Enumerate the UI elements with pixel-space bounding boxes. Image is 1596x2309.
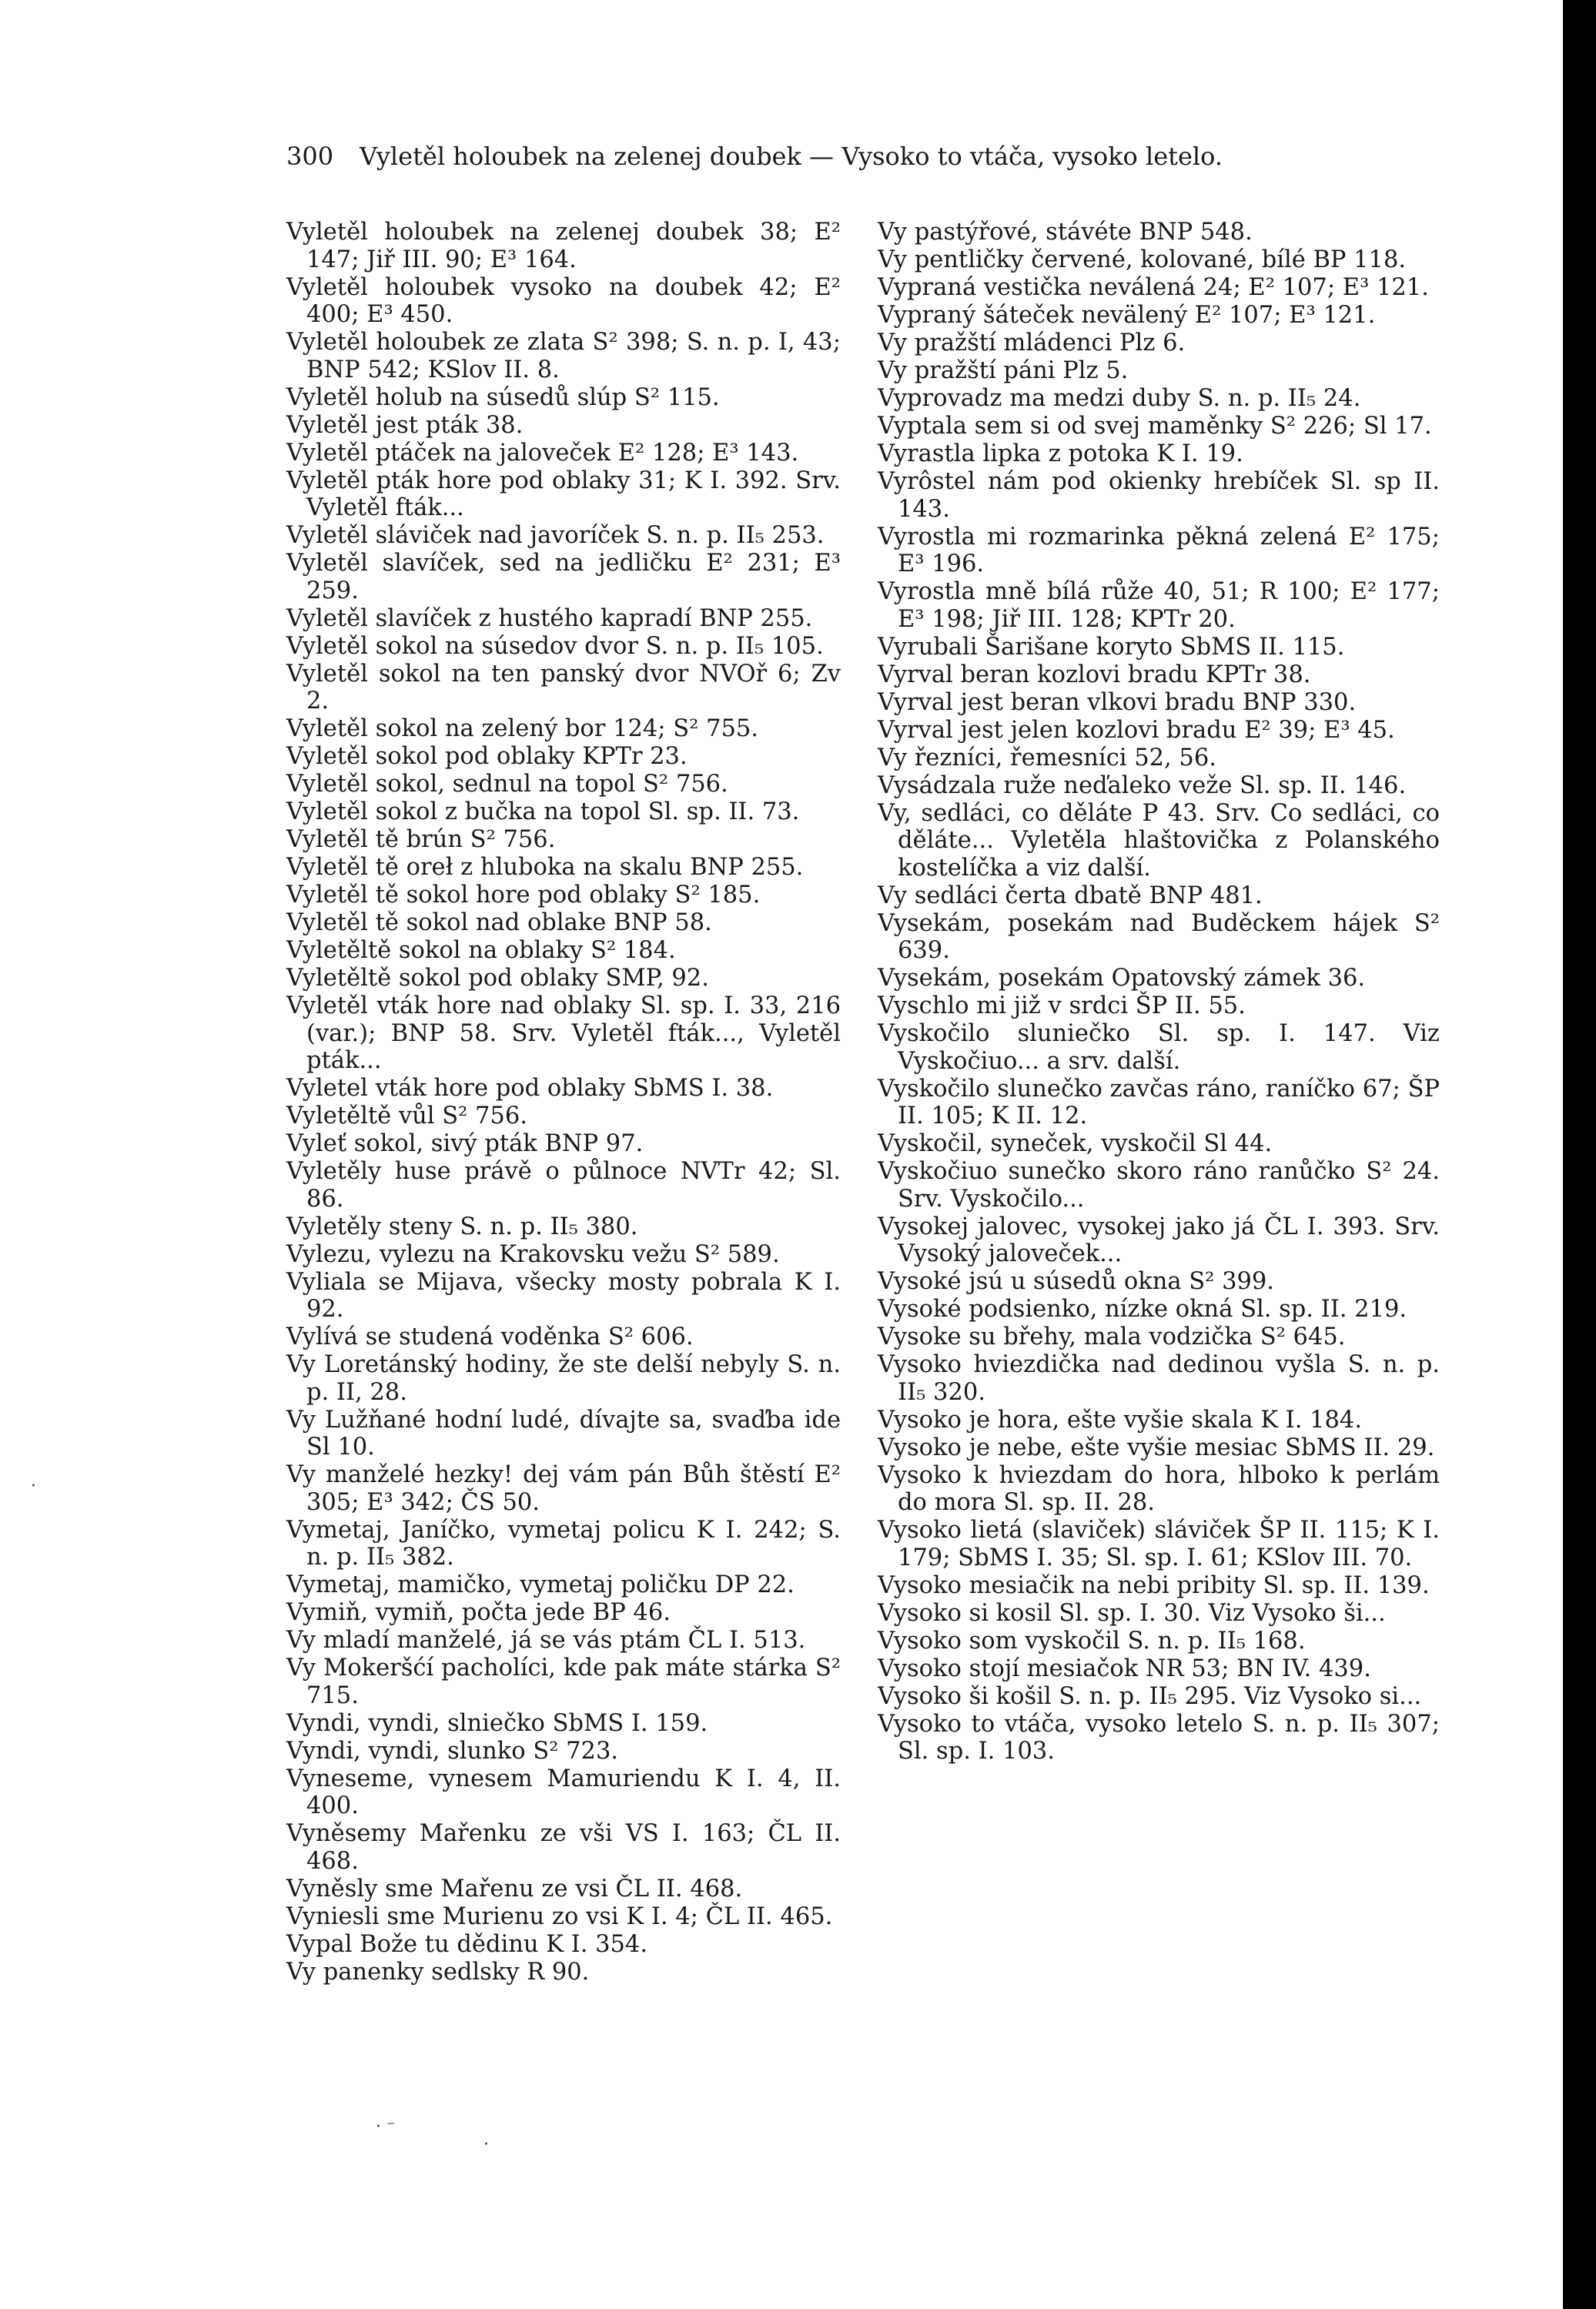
index-entry: Vyrubali Šarišane koryto SbMS II. 115. xyxy=(878,633,1345,661)
index-entry: Vysoké podsienko, nízke okná Sl. sp. II. 219. xyxy=(878,1296,1407,1323)
right-column xyxy=(878,219,1440,1765)
index-entry: Vyletěly huse právě o půlnoce NVTr 42; Sl. 86. xyxy=(286,1158,841,1213)
index-entry: Vy, sedláci, co děláte P 43. Srv. Co sedláci, co děláte... Vyletěla hlaštovička z Polanského kostelíčka a viz další. xyxy=(878,799,1440,882)
index-entry: Vy panenky sedlsky R 90. xyxy=(286,1958,590,1986)
index-entry: Vy pražští páni Plz 5. xyxy=(878,357,1129,384)
index-entry: Vymetaj, mamičko, vymetaj poličku DP 22. xyxy=(286,1571,795,1598)
index-entry: Vyletěl sokol na zelený bor 124; S² 755. xyxy=(286,715,758,742)
index-entry: Vysádzala ruže neďaleko veže Sl. sp. II. 146. xyxy=(878,771,1407,799)
index-entry: Vysoko stojí mesiačok NR 53; BN IV. 439. xyxy=(878,1655,1371,1682)
index-entry: Vyliala se Mijava, všecky mosty pobrala K I. 92. xyxy=(286,1268,841,1323)
index-entry: Vyletěl tě oreł z hluboka na skalu BNP 255. xyxy=(286,854,804,881)
index-entry: Vysoko som vyskočil S. n. p. II₅ 168. xyxy=(878,1627,1306,1655)
index-entry: Vyrval jest jelen kozlovi bradu E² 39; E³ 45. xyxy=(878,716,1395,744)
index-entry: Vypraný šáteček nevälený E² 107; E³ 121. xyxy=(878,302,1376,329)
index-entry: Vyprovadz ma medzi duby S. n. p. II₅ 24. xyxy=(878,385,1361,412)
index-entry: Vysekám, posekám nad Buděckem hájek S² 639. xyxy=(878,909,1440,964)
index-entry: Vyletěl tě sokol hore pod oblaky S² 185. xyxy=(286,882,761,909)
index-entry: Vysoko to vtáča, vysoko letelo S. n. p. II₅ 307; Sl. sp. I. 103. xyxy=(878,1710,1440,1765)
index-entry: Vyněsemy Mařenku ze vši VS I. 163; ČL II. 468. xyxy=(286,1820,841,1875)
index-entry: Vysoko k hviezdam do hora, hlboko k perlám do mora Sl. sp. II. 28. xyxy=(878,1461,1440,1516)
index-entry: Vyletěl jest pták 38. xyxy=(286,411,524,439)
index-entry: Vysoko ši košil S. n. p. II₅ 295. Viz Vysoko si... xyxy=(878,1682,1422,1710)
index-entry: Vyrval beran kozlovi bradu KPTr 38. xyxy=(878,661,1311,688)
index-entry: Vy Lužňané hodní ludé, dívajte sa, svaďba ide Sl 10. xyxy=(286,1406,841,1461)
stray-dot: · xyxy=(31,1477,36,1496)
running-title: Vyletěl holoubek na zelenej doubek — Vysoko to vtáča, vysoko letelo. xyxy=(360,142,1223,171)
index-entry: Vyletěltě sokol na oblaky S² 184. xyxy=(286,937,676,964)
index-entry: Vy pentličky červené, kolované, bílé BP 118. xyxy=(878,246,1407,273)
index-entry: Vyletěl sokol na súsedov dvor S. n. p. II₅ 105. xyxy=(286,632,824,660)
index-entry: Vyschlo mi již v srdci ŠP II. 55. xyxy=(878,992,1246,1019)
index-entry: Vyletěl sokol, sednul na topol S² 756. xyxy=(286,771,728,798)
index-entry: Vysokej jalovec, vysokej jako já ČL I. 393. Srv. Vysoký jaloveček... xyxy=(878,1213,1440,1267)
index-entry: Vysoko si kosil Sl. sp. I. 30. Viz Vysoko ši... xyxy=(878,1599,1386,1627)
index-entry: Vyletěl tě sokol nad oblake BNP 58. xyxy=(286,909,712,936)
running-header xyxy=(286,137,1364,176)
index-entry: Vyletěl holoubek na zelenej doubek 38; E² 147; Jiř III. 90; E³ 164. xyxy=(286,219,841,273)
index-entry: Vypal Bože tu dědinu K I. 354. xyxy=(286,1930,648,1958)
index-entry: Vysoko je nebe, ešte vyšie mesiac SbMS II. 29. xyxy=(878,1434,1435,1461)
index-entry: Vy Mokeršćí pacholíci, kde pak máte stárka S² 715. xyxy=(286,1655,841,1709)
index-entry: Vyndi, vyndi, slniečko SbMS I. 159. xyxy=(286,1709,708,1737)
index-entry: Vy manželé hezky! dej vám pán Bůh štěstí E² 305; E³ 342; ČS 50. xyxy=(286,1461,841,1516)
index-entry: Vysoko mesiačik na nebi pribity Sl. sp. II. 139. xyxy=(878,1571,1430,1599)
index-entry: Vy řezníci, řemesníci 52, 56. xyxy=(878,744,1216,771)
index-entry: Vyskočilo slunečko zavčas ráno, raníčko 67; ŠP II. 105; K II. 12. xyxy=(878,1075,1440,1129)
index-entry: Vyrval jest beran vlkovi bradu BNP 330. xyxy=(878,688,1357,716)
index-entry: Vyletěltě vůl S² 756. xyxy=(286,1103,527,1129)
index-entry: Vyrôstel nám pod okienky hrebíček Sl. sp II. 143. xyxy=(878,468,1440,523)
index-entry: Vyneseme, vynesem Mamuriendu K I. 4, II. 400. xyxy=(286,1765,841,1819)
index-entry: Vy pastýřové, stávéte BNP 548. xyxy=(878,219,1253,246)
index-entry: Vyrostla mi rozmarinka pěkná zelená E² 175; E³ 196. xyxy=(878,523,1440,577)
index-entry: Vyletěl holub na súsedů slúp S² 115. xyxy=(286,383,720,411)
index-entry: Vyletěl slavíček z hustého kapradí BNP 255. xyxy=(286,604,813,632)
index-entry: Vyletěl pták hore pod oblaky 31; K I. 392. Srv. Vyletěl fták... xyxy=(286,467,841,521)
index-entry: Vyněsly sme Mařenu ze vsi ČL II. 468. xyxy=(286,1875,743,1902)
index-entry: Vyletel vták hore pod oblaky SbMS I. 38. xyxy=(286,1075,774,1102)
page-number: 300 xyxy=(286,142,334,171)
index-entry: Vyletěly steny S. n. p. II₅ 380. xyxy=(286,1213,638,1240)
index-entry: Vy mladí manželé, já se vás ptám ČL I. 513. xyxy=(286,1627,806,1654)
index-entry: Vysoke su břehy, mala vodzička S² 645. xyxy=(878,1323,1346,1350)
index-entry: Vyletěl tě brún S² 756. xyxy=(286,826,556,853)
index-entry: Vyletěl holoubek ze zlata S² 398; S. n. p. I, 43; BNP 542; KSlov II. 8. xyxy=(286,329,841,383)
index-entry: Vyletěl sokol na ten panský dvor NVOř 6; Zv 2. xyxy=(286,660,841,714)
index-entry: Vysoké jsú u súsedů okna S² 399. xyxy=(878,1268,1275,1295)
index-entry: Vyletěl slavíček, sed na jedličku E² 231; E³ 259. xyxy=(286,550,841,604)
left-column xyxy=(286,219,841,1986)
index-entry: Vyletěl sokol pod oblaky KPTr 23. xyxy=(286,743,688,770)
index-entry: Vysoko je hora, ešte vyšie skala K I. 184. xyxy=(878,1406,1363,1434)
index-entry: Vyletěl sláviček nad javoríček S. n. p. II₅ 253. xyxy=(286,522,825,549)
index-entry: Vyndi, vyndi, slunko S² 723. xyxy=(286,1737,619,1765)
index-entry: Vymetaj, Janíčko, vymetaj policu K I. 242; S. n. p. II₅ 382. xyxy=(286,1516,841,1571)
index-entry: Vyleť sokol, sivý pták BNP 97. xyxy=(286,1130,644,1157)
index-entry: Vyletěltě sokol pod oblaky SMP, 92. xyxy=(286,965,709,992)
index-entry: Vylívá se studená voděnka S² 606. xyxy=(286,1323,694,1350)
index-entry: Vylezu, vylezu na Krakovsku vežu S² 589. xyxy=(286,1240,780,1268)
stray-dots: · ⁻ xyxy=(376,2117,396,2137)
index-entry: Vyptala sem si od svej maměnky S² 226; Sl 17. xyxy=(878,413,1432,440)
index-entry: Vysoko hviezdička nad dedinou vyšla S. n. p. II₅ 320. xyxy=(878,1351,1440,1406)
index-entry: Vy Loretánský hodiny, že ste delší nebyly S. n. p. II, 28. xyxy=(286,1351,841,1406)
index-entry: Vysoko lietá (slaviček) sláviček ŠP II. 115; K I. 179; SbMS I. 35; Sl. sp. I. 61; KSlov III. 70. xyxy=(878,1517,1440,1571)
index-entry: Vyrostla mně bílá růže 40, 51; R 100; E² 177; E³ 198; Jiř III. 128; KPTr 20. xyxy=(878,578,1440,633)
index-entry: Vypraná vestička neválená 24; E² 107; E³ 121. xyxy=(878,274,1429,301)
index-entry: Vyskočil, syneček, vyskočil Sl 44. xyxy=(878,1130,1273,1157)
index-entry: Vyskočiuo sunečko skoro ráno ranůčko S² 24. Srv. Vyskočilo... xyxy=(878,1158,1440,1213)
index-entry: Vyletěl sokol z bučka na topol Sl. sp. II. 73. xyxy=(286,798,800,825)
index-entry: Vy pražští mládenci Plz 6. xyxy=(878,330,1186,356)
index-entry: Vyletěl holoubek vysoko na doubek 42; E² 400; E³ 450. xyxy=(286,273,841,328)
index-entry: Vyrastla lipka z potoka K I. 19. xyxy=(878,440,1243,467)
index-entry: Vyletěl ptáček na jaloveček E² 128; E³ 143. xyxy=(286,439,799,467)
index-entry: Vyniesli sme Murienu zo vsi K I. 4; ČL II. 465. xyxy=(286,1902,833,1930)
index-entry: Vyletěl vták hore nad oblaky Sl. sp. I. 33, 216 (var.); BNP 58. Srv. Vyletěl fták..., Vyletěl pták... xyxy=(286,992,841,1074)
index-entry: Vy sedláci čerta dbatě BNP 481. xyxy=(878,882,1263,909)
index-entry: Vymiň, vymiň, počta jede BP 46. xyxy=(286,1599,671,1626)
index-entry: Vysekám, posekám Opatovský zámek 36. xyxy=(878,965,1366,992)
stray-dot-2: · xyxy=(483,2135,489,2154)
index-entry: Vyskočilo sluniečko Sl. sp. I. 147. Viz Vyskočiuo... a srv. další. xyxy=(878,1020,1440,1075)
